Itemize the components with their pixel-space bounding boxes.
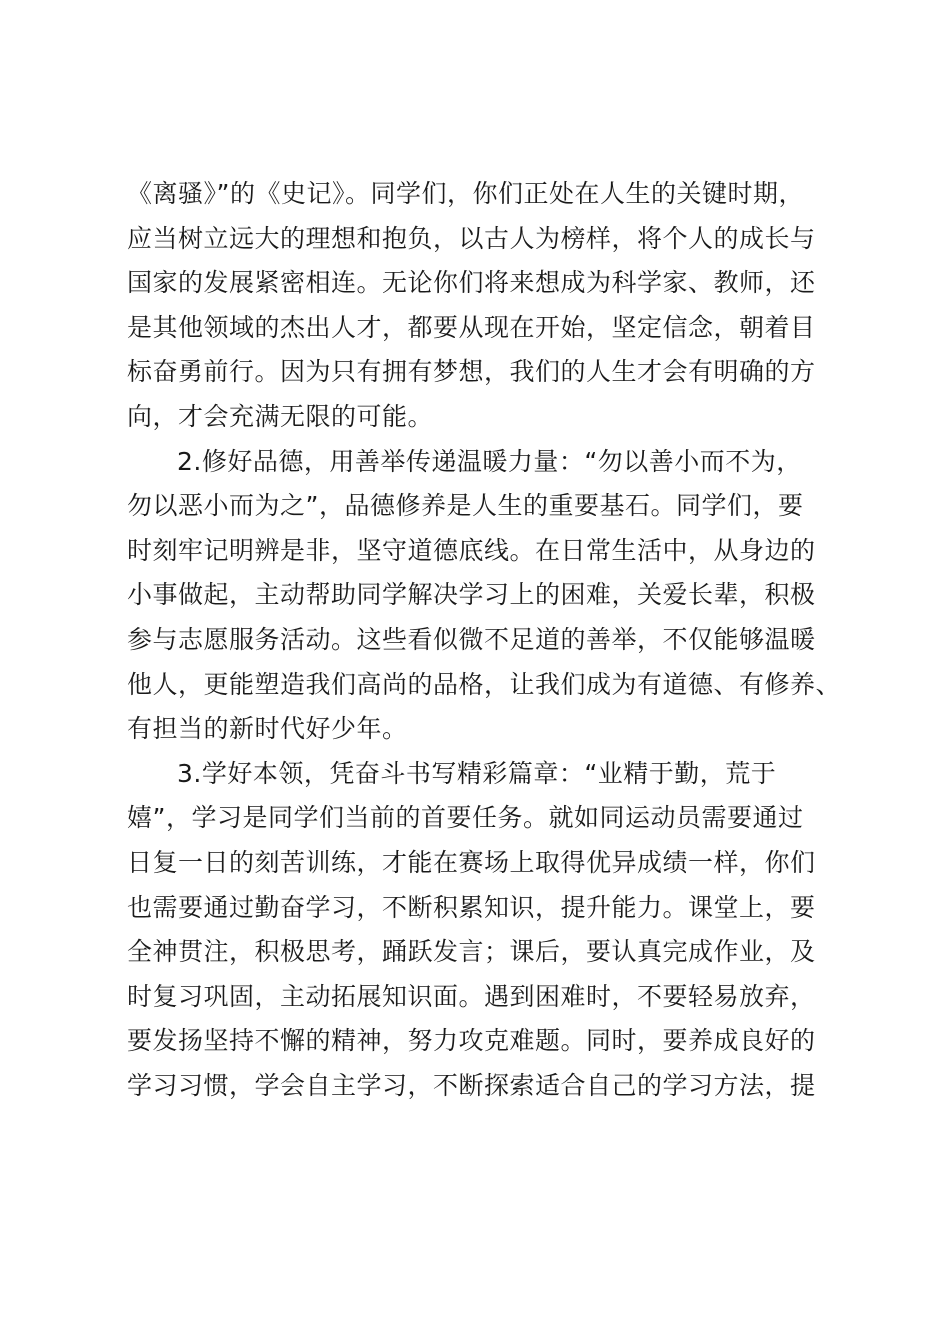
text-line: 勿以恶小而为之”，品德修养是人生的重要基石。同学们，要 (127, 491, 804, 521)
text-line: 应当树立远大的理想和抱负，以古人为榜样，将个人的成长与 (127, 223, 816, 253)
text-line: 要发扬坚持不懈的精神，努力攻克难题。同时，要养成良好的 (127, 1026, 816, 1056)
text-line: 《离骚》”的《史记》。同学们，你们正处在人生的关键时期， (127, 179, 804, 208)
text-line: 学习习惯，学会自主学习，不断探索适合自己的学习方法，提 (127, 1070, 816, 1100)
text-line: 嬉”，学习是同学们当前的首要任务。就如同运动员需要通过 (127, 803, 804, 833)
text-line: 他人，更能塑造我们高尚的品格，让我们成为有道德、有修养、 (127, 669, 842, 699)
text-line: 时刻牢记明辨是非，坚守道德底线。在日常生活中，从身边的 (127, 535, 816, 565)
text-line: 国家的发展紧密相连。无论你们将来想成为科学家、教师，还 (127, 268, 816, 298)
text-line: 日复一日的刻苦训练，才能在赛场上取得优异成绩一样，你们 (127, 847, 816, 877)
text-line: 有担当的新时代好少年。 (127, 714, 408, 744)
text-line: 向，才会充满无限的可能。 (127, 401, 434, 431)
text-line: 小事做起，主动帮助同学解决学习上的困难，关爱长辈，积极 (127, 580, 816, 610)
body-text (127, 172, 857, 1108)
text-line: 标奋勇前行。因为只有拥有梦想，我们的人生才会有明确的方 (127, 357, 816, 387)
paragraph-heading-line: 3.学好本领，凭奋斗书写精彩篇章：“业精于勤，荒于 (177, 758, 777, 788)
text-line: 全神贯注，积极思考，踊跃发言；课后，要认真完成作业，及 (127, 937, 816, 967)
paragraph-heading-line: 2.修好品德，用善举传递温暖力量：“勿以善小而不为， (177, 446, 802, 476)
text-line: 时复习巩固，主动拓展知识面。遇到困难时，不要轻易放弃， (127, 981, 816, 1011)
text-line: 也需要通过勤奋学习，不断积累知识，提升能力。课堂上，要 (127, 892, 816, 922)
text-line: 是其他领域的杰出人才，都要从现在开始，坚定信念，朝着目 (127, 312, 816, 342)
text-line: 参与志愿服务活动。这些看似微不足道的善举，不仅能够温暖 (127, 624, 816, 654)
